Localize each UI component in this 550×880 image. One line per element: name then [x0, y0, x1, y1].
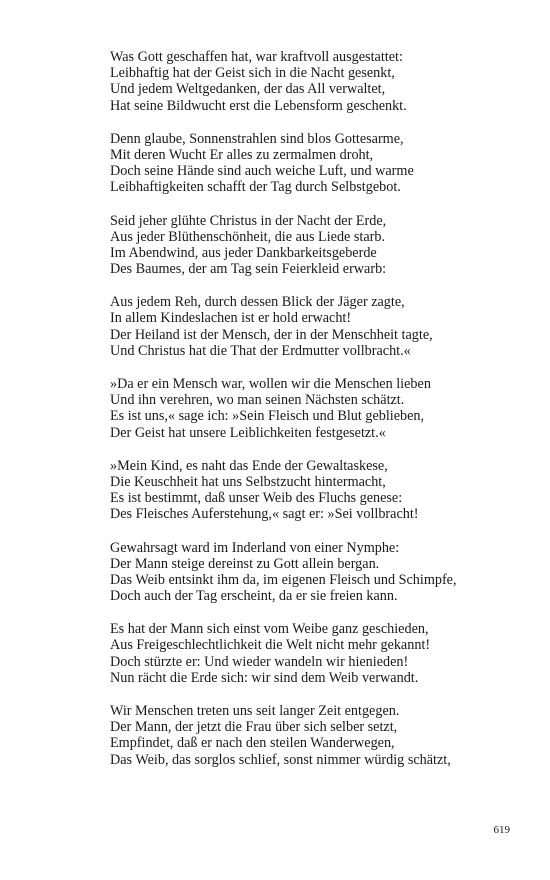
stanza-2 [110, 131, 530, 196]
poem-line: Was Gott geschaffen hat, war kraftvoll ausgestattet: [110, 49, 403, 65]
poem-line: Und jedem Weltgedanken, der das All verwaltet, [110, 81, 386, 98]
poem-line: Das Weib entsinkt ihm da, im eigenen Fleisch und Schimpfe, [110, 571, 457, 588]
poem-line: Des Fleisches Auferstehung,« sagt er: »Sei vollbracht! [110, 506, 419, 523]
poem-line: Aus jedem Reh, durch dessen Blick der Jäger zagte, [110, 294, 405, 311]
poem-line: Seid jeher glühte Christus in der Nacht der Erde, [110, 212, 387, 229]
poem-line: Hat seine Bildwucht erst die Lebensform geschenkt. [110, 97, 407, 114]
poem-line: Doch stürzte er: Und wieder wandeln wir hienieden! [110, 653, 409, 670]
poem-line: Im Abendwind, aus jeder Dankbarkeitsgeberde [110, 244, 377, 261]
poem-line: Leibhaftigkeiten schafft der Tag durch Selbstgebot. [110, 179, 401, 196]
poem-line: Es ist bestimmt, daß unser Weib des Fluchs genese: [110, 490, 403, 507]
poem-line: Nun rächt die Erde sich: wir sind dem Weib verwandt. [110, 669, 419, 686]
poem-line: »Da er ein Mensch war, wollen wir die Menschen lieben [110, 376, 431, 392]
poem-line: Aus jeder Blüthenschönheit, die aus Liede starb. [110, 228, 386, 245]
stanza-1 [110, 49, 530, 114]
stanza-6 [110, 458, 530, 523]
page-number: 619 [493, 824, 510, 836]
poem-text-block [110, 49, 530, 785]
poem-line: Mit deren Wucht Er alles zu zermalmen droht, [110, 146, 374, 163]
poem-line: Und ihn verehren, wo man seinen Nächsten schätzt. [110, 392, 405, 409]
poem-line: Leibhaftig hat der Geist sich in die Nacht gesenkt, [110, 65, 395, 82]
poem-line: Das Weib, das sorglos schlief, sonst nimmer würdig schätzt, [110, 751, 451, 768]
poem-line: Die Keuschheit hat uns Selbstzucht hintermacht, [110, 473, 386, 490]
stanza-5 [110, 376, 530, 441]
poem-line: Doch auch der Tag erscheint, da er sie freien kann. [110, 588, 398, 605]
poem-line: Des Baumes, der am Tag sein Feierkleid erwarb: [110, 261, 387, 278]
poem-line: Es ist uns,« sage ich: »Sein Fleisch und Blut geblieben, [110, 408, 425, 425]
poem-line: Der Mann steige dereinst zu Gott allein bergan. [110, 555, 380, 572]
poem-line: Empfindet, daß er nach den steilen Wanderwegen, [110, 735, 395, 752]
poem-line: Denn glaube, Sonnenstrahlen sind blos Gottesarme, [110, 130, 404, 147]
poem-line: Es hat der Mann sich einst vom Weibe ganz geschieden, [110, 621, 429, 638]
poem-line: Der Mann, der jetzt die Frau über sich selber setzt, [110, 719, 398, 736]
stanza-9 [110, 703, 530, 768]
poem-line: Doch seine Hände sind auch weiche Luft, und warme [110, 163, 414, 180]
poem-line: Der Heiland ist der Mensch, der in der Menschheit tagte, [110, 326, 433, 343]
poem-line: Gewahrsagt ward im Inderland von einer Nymphe: [110, 539, 400, 556]
poem-line: In allem Kindeslachen ist er hold erwacht! [110, 310, 352, 327]
poem-line: Der Geist hat unsere Leiblichkeiten festgesetzt.« [110, 424, 386, 441]
poem-line: »Mein Kind, es naht das Ende der Gewaltaskese, [110, 457, 388, 474]
poem-line: Aus Freigeschlechtlichkeit die Welt nicht mehr gekannt! [110, 637, 431, 654]
stanza-4 [110, 294, 530, 359]
stanza-7 [110, 540, 530, 605]
stanza-3 [110, 213, 530, 278]
stanza-8 [110, 621, 530, 686]
poem-line: Und Christus hat die That der Erdmutter vollbracht.« [110, 342, 411, 359]
poem-line: Wir Menschen treten uns seit langer Zeit entgegen. [110, 703, 400, 719]
